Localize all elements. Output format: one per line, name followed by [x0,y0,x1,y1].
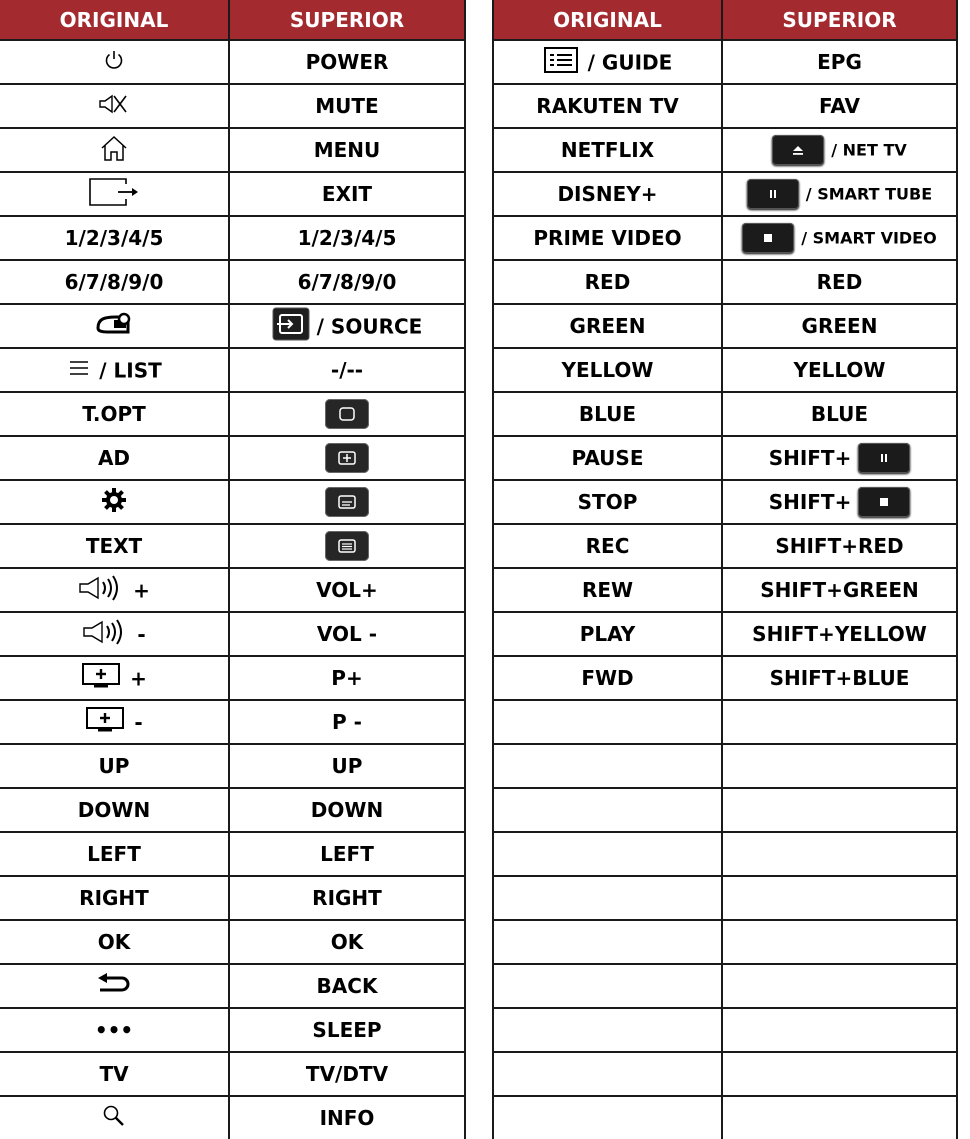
original-cell: PLAY [493,612,722,656]
original-cell [0,1096,229,1139]
table-row [493,40,957,84]
table-row-empty [493,788,957,832]
original-cell [493,1052,722,1096]
table-row [0,348,465,392]
superior-cell [722,832,957,876]
pause-button-icon [858,443,910,473]
original-cell [0,348,229,392]
superior-cell: POWER [229,40,465,84]
original-cell [493,964,722,1008]
square-button-icon [325,399,369,429]
original-cell: T.OPT [0,392,229,436]
table-row-empty [493,744,957,788]
exit-icon [88,177,140,212]
table-row [0,568,465,612]
original-cell: OK [0,920,229,964]
header-superior: SUPERIOR [229,0,465,40]
original-cell [0,964,229,1008]
superior-cell [722,480,957,524]
table-row-empty [493,832,957,876]
superior-cell [722,1008,957,1052]
table-row [0,656,465,700]
superior-cell: RIGHT [229,876,465,920]
superior-cell: UP [229,744,465,788]
smart-tube-label: / SMART TUBE [805,184,933,204]
superior-cell: GREEN [722,304,957,348]
original-cell: RED [493,260,722,304]
superior-cell: TV/DTV [229,1052,465,1096]
table-row [0,744,465,788]
original-cell [493,876,722,920]
stop-button-icon [742,223,794,253]
superior-cell: SHIFT+GREEN [722,568,957,612]
original-cell: STOP [493,480,722,524]
table-row [493,172,957,216]
superior-cell: DOWN [229,788,465,832]
shift-label: SHIFT+ [768,446,852,470]
table-row [0,128,465,172]
superior-cell [722,1052,957,1096]
source-button-icon [272,307,310,346]
original-cell [0,612,229,656]
superior-cell [722,700,957,744]
original-cell: DISNEY+ [493,172,722,216]
list-icon [66,358,92,383]
superior-cell: MUTE [229,84,465,128]
superior-cell: P - [229,700,465,744]
table-row [493,304,957,348]
original-cell: TEXT [0,524,229,568]
table-row-empty [493,920,957,964]
source-label: / SOURCE [316,314,423,338]
superior-cell: 1/2/3/4/5 [229,216,465,260]
channel-up-sign: + [130,666,147,690]
original-cell [493,1096,722,1139]
superior-cell [722,216,957,260]
table-row [0,788,465,832]
table-row [0,876,465,920]
table-row-empty [493,876,957,920]
superior-cell: 6/7/8/9/0 [229,260,465,304]
superior-cell: SHIFT+YELLOW [722,612,957,656]
volume-down-icon [82,619,130,650]
table-row [0,84,465,128]
superior-cell [229,524,465,568]
volume-up-sign: + [133,578,150,602]
table-row [493,392,957,436]
original-cell [493,700,722,744]
table-row [493,260,957,304]
original-cell [493,920,722,964]
original-cell [493,1008,722,1052]
table-row [0,1008,465,1052]
original-cell [0,480,229,524]
back-arrow-icon [94,972,134,1001]
original-cell: REC [493,524,722,568]
superior-cell: P+ [229,656,465,700]
channel-up-icon [81,662,123,695]
superior-cell: -/-- [229,348,465,392]
superior-cell [229,436,465,480]
original-cell [493,788,722,832]
power-icon [102,48,126,77]
original-cell [493,40,722,84]
superior-cell: BACK [229,964,465,1008]
table-row-empty [493,700,957,744]
right-mapping-table [492,0,958,1139]
superior-cell: MENU [229,128,465,172]
smart-video-label: / SMART VIDEO [801,228,937,248]
original-cell [0,128,229,172]
superior-cell: SLEEP [229,1008,465,1052]
superior-cell: SHIFT+BLUE [722,656,957,700]
superior-cell [229,304,465,348]
superior-cell [722,744,957,788]
table-row [0,392,465,436]
original-cell: BLUE [493,392,722,436]
superior-cell [229,480,465,524]
original-cell: ••• [0,1008,229,1052]
superior-cell [722,964,957,1008]
table-row [0,612,465,656]
input-source-icon [94,310,134,343]
header-superior: SUPERIOR [722,0,957,40]
table-row-empty [493,1096,957,1139]
original-cell [0,40,229,84]
subtitle-button-icon [325,487,369,517]
original-cell: LEFT [0,832,229,876]
superior-cell [722,920,957,964]
original-cell: PAUSE [493,436,722,480]
superior-cell: RED [722,260,957,304]
table-row [493,480,957,524]
original-cell: 6/7/8/9/0 [0,260,229,304]
table-row [0,920,465,964]
table-header-row [493,0,957,40]
superior-cell [722,788,957,832]
original-cell: GREEN [493,304,722,348]
net-tv-label: / NET TV [831,140,907,160]
original-cell: UP [0,744,229,788]
home-icon [99,134,129,167]
superior-cell: EXIT [229,172,465,216]
guide-label: / GUIDE [587,50,673,74]
table-row [0,700,465,744]
superior-cell: EPG [722,40,957,84]
original-cell: DOWN [0,788,229,832]
original-cell [0,84,229,128]
table-row [493,216,957,260]
superior-cell: VOL - [229,612,465,656]
guide-icon [543,46,581,79]
volume-down-sign: - [137,622,146,646]
original-cell [0,656,229,700]
superior-cell: BLUE [722,392,957,436]
list-label: / LIST [99,358,162,383]
original-cell: YELLOW [493,348,722,392]
table-row [0,436,465,480]
superior-cell [722,1096,957,1139]
original-cell [493,744,722,788]
teletext-button-icon [325,531,369,561]
volume-up-icon [78,575,126,606]
table-row [0,40,465,84]
search-icon [101,1103,127,1134]
original-cell: RIGHT [0,876,229,920]
original-cell: AD [0,436,229,480]
superior-cell [229,392,465,436]
original-cell: NETFLIX [493,128,722,172]
superior-cell [722,172,957,216]
pause-button-icon [747,179,799,209]
superior-cell [722,128,957,172]
table-row [0,964,465,1008]
superior-cell: OK [229,920,465,964]
table-row [493,436,957,480]
table-row [493,568,957,612]
table-header-row [0,0,465,40]
table-row [0,216,465,260]
table-row [0,1096,465,1139]
header-original: ORIGINAL [0,0,229,40]
table-row [0,1052,465,1096]
table-row-empty [493,1052,957,1096]
original-cell [0,304,229,348]
superior-cell: VOL+ [229,568,465,612]
left-mapping-table [0,0,466,1139]
table-row [493,84,957,128]
superior-cell: INFO [229,1096,465,1139]
original-cell [493,832,722,876]
superior-cell: YELLOW [722,348,957,392]
original-cell: TV [0,1052,229,1096]
original-cell: FWD [493,656,722,700]
table-row-empty [493,964,957,1008]
superior-cell [722,876,957,920]
original-cell: RAKUTEN TV [493,84,722,128]
original-cell [0,172,229,216]
table-row [0,304,465,348]
shift-label: SHIFT+ [768,490,852,514]
channel-down-sign: - [134,710,143,734]
table-row [0,524,465,568]
mute-icon [97,92,131,121]
original-cell [0,568,229,612]
header-original: ORIGINAL [493,0,722,40]
table-row-empty [493,1008,957,1052]
superior-cell: FAV [722,84,957,128]
original-cell: PRIME VIDEO [493,216,722,260]
channel-down-icon [85,706,127,739]
table-row [493,524,957,568]
original-cell: 1/2/3/4/5 [0,216,229,260]
superior-cell [722,436,957,480]
table-row [0,832,465,876]
original-cell [0,700,229,744]
table-row [0,260,465,304]
original-cell: REW [493,568,722,612]
superior-cell: LEFT [229,832,465,876]
table-row [493,348,957,392]
table-row [0,172,465,216]
zoom-button-icon [325,443,369,473]
table-row [493,612,957,656]
settings-gear-icon [100,486,128,519]
table-row [0,480,465,524]
stop-button-icon [858,487,910,517]
superior-cell: SHIFT+RED [722,524,957,568]
table-row [493,128,957,172]
table-row [493,656,957,700]
eject-button-icon [772,135,824,165]
